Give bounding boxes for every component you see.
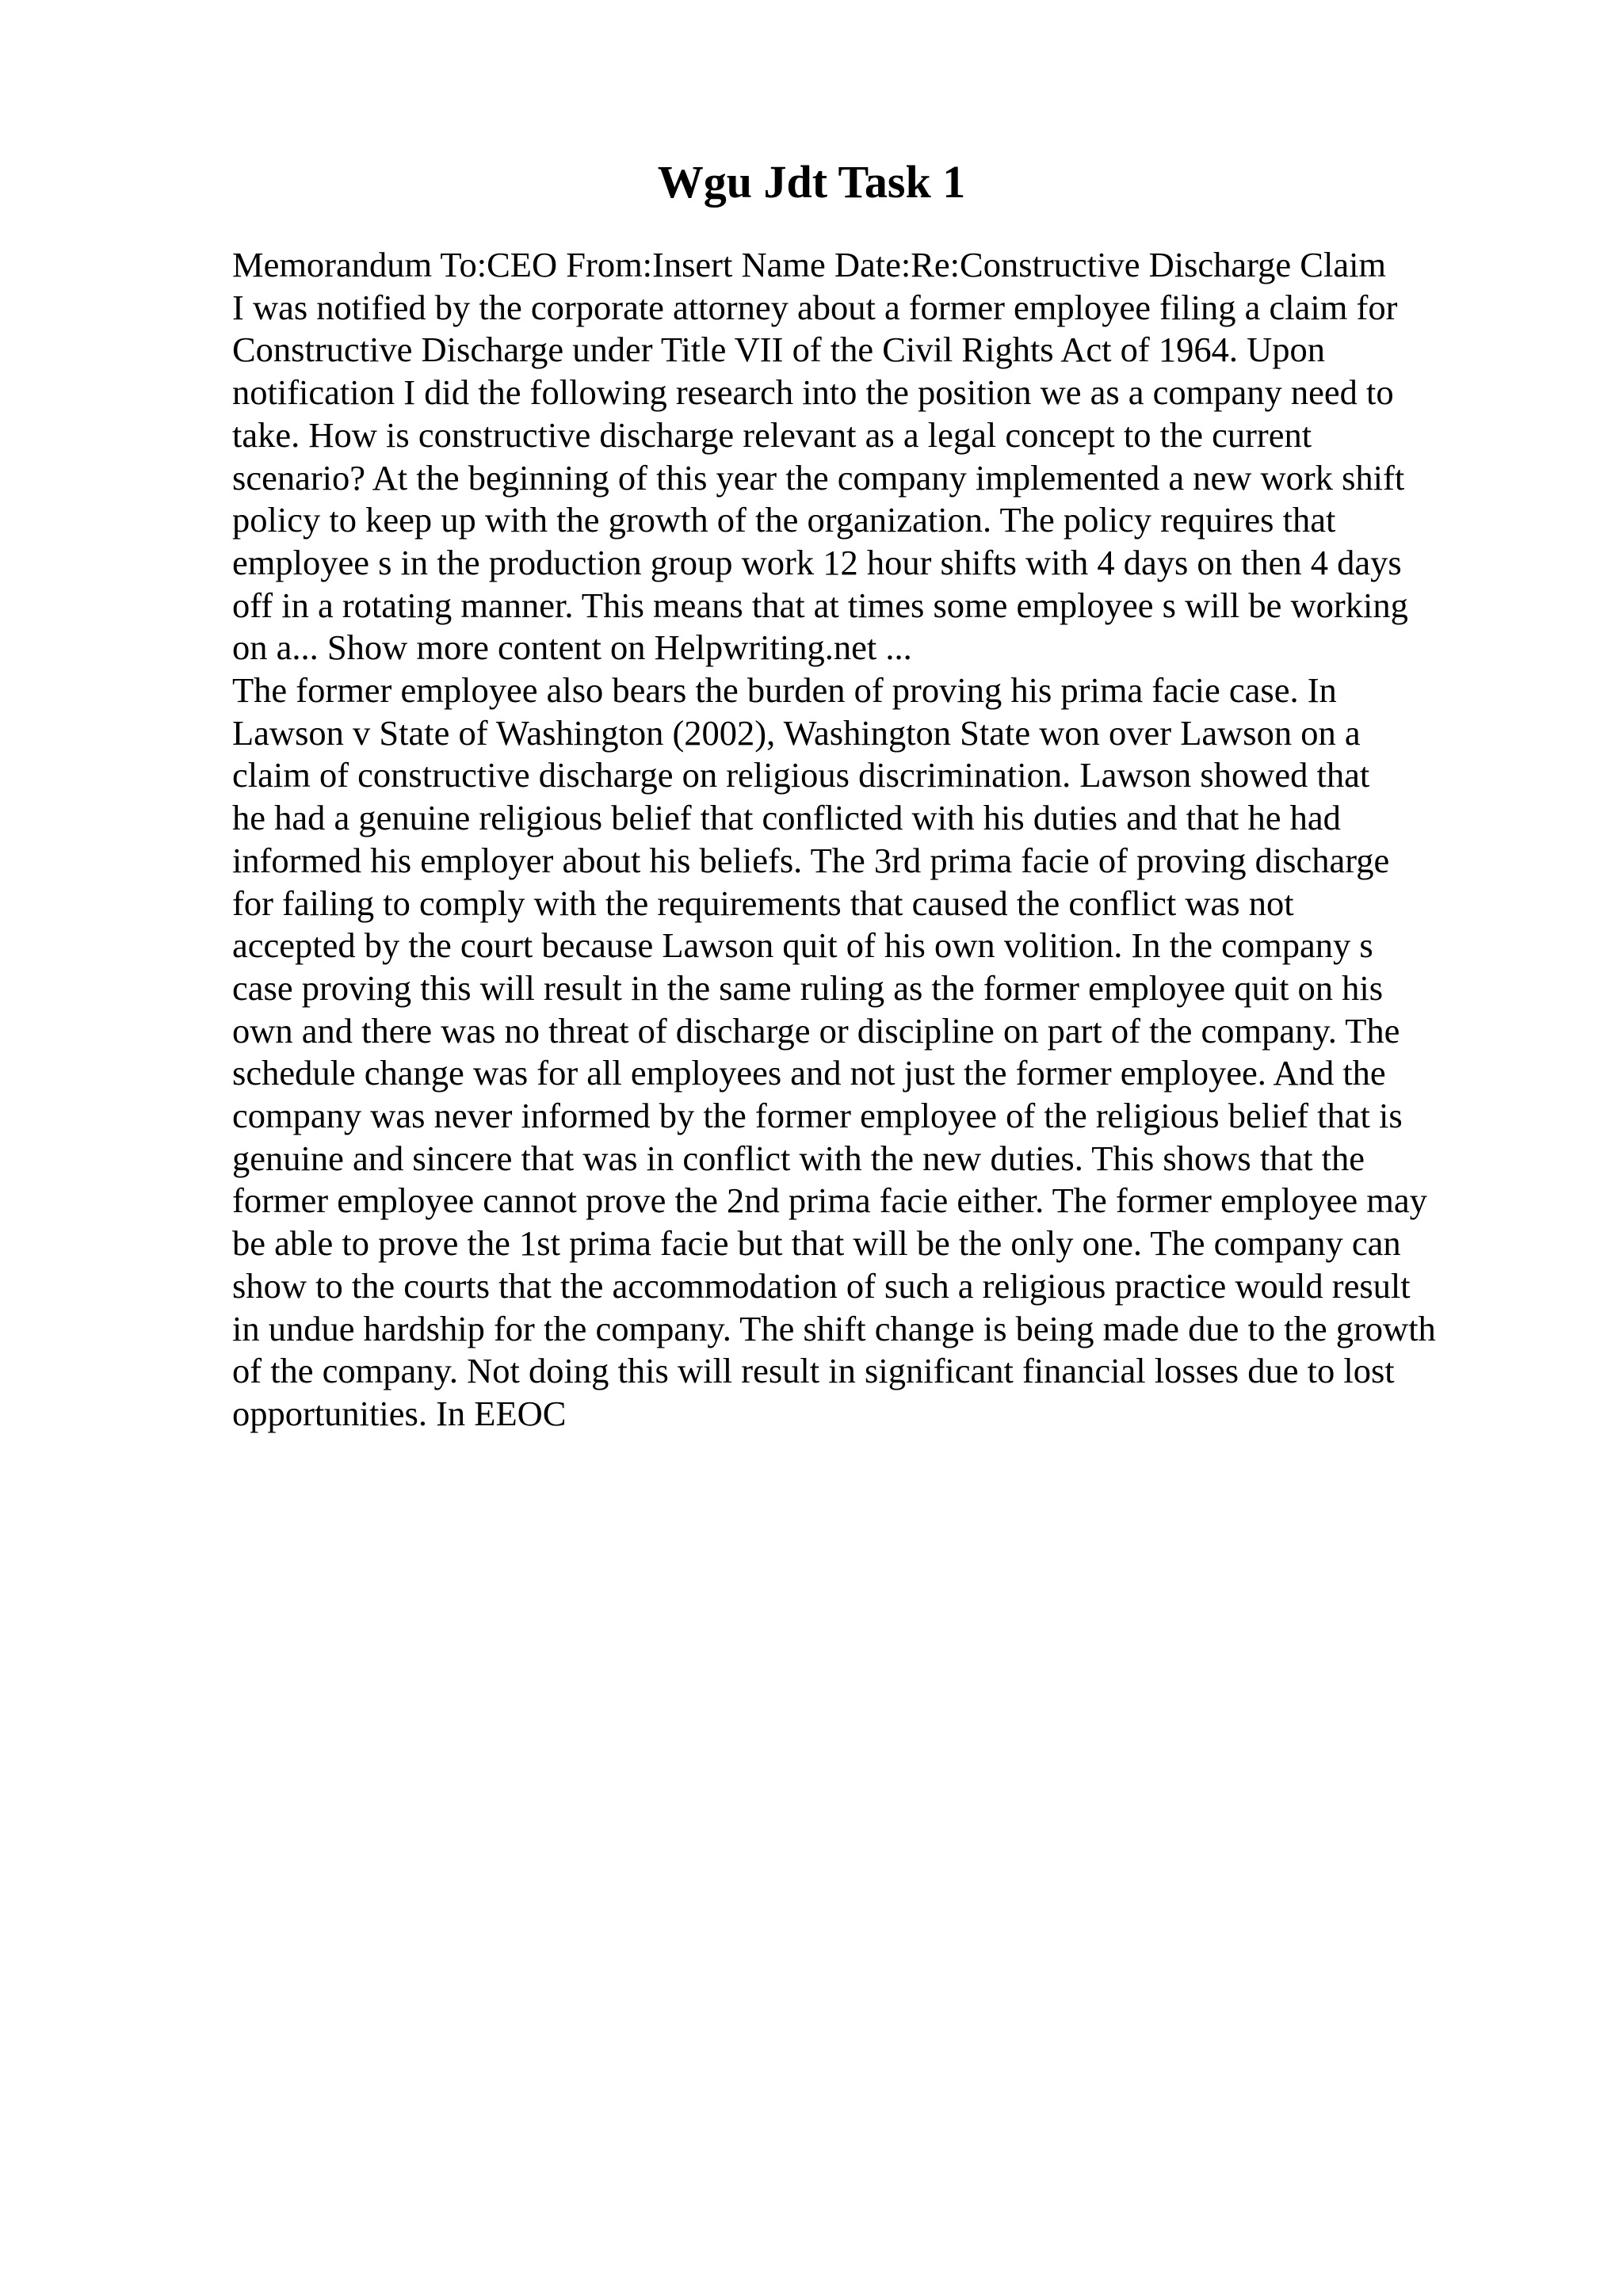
document-body (232, 244, 1516, 1436)
body-line: for failing to comply with the requirements that caused the conflict was not (232, 883, 1294, 923)
document-title: Wgu Jdt Task 1 (657, 156, 966, 208)
body-line: schedule change was for all employees and not just the former employee. And the (232, 1053, 1386, 1093)
body-line: on a... Show more content on Helpwriting.net ... (232, 627, 912, 668)
body-line: genuine and sincere that was in conflict with the new duties. This shows that the (232, 1138, 1365, 1178)
body-line: policy to keep up with the growth of the organization. The policy requires that (232, 500, 1336, 540)
body-line: Lawson v State of Washington (2002), Washington State won over Lawson on a (232, 712, 1361, 753)
body-line: claim of constructive discharge on religious discrimination. Lawson showed that (232, 755, 1370, 795)
body-line: take. How is constructive discharge relevant as a legal concept to the current (232, 414, 1312, 455)
body-line: I was notified by the corporate attorney about a former employee filing a claim for (232, 287, 1398, 327)
body-line: own and there was no threat of discharge or discipline on part of the company. The (232, 1010, 1400, 1051)
body-line: former employee cannot prove the 2nd prima facie either. The former employee may (232, 1180, 1427, 1221)
body-line: notification I did the following research into the position we as a company need to (232, 372, 1394, 413)
body-line: of the company. Not doing this will result in significant financial losses due to lost (232, 1351, 1395, 1391)
body-line: informed his employer about his beliefs. The 3rd prima facie of proving discharge (232, 840, 1390, 880)
body-line: off in a rotating manner. This means that at times some employee s will be working (232, 585, 1408, 625)
body-line: in undue hardship for the company. The shift change is being made due to the growth (232, 1308, 1436, 1348)
body-line: Constructive Discharge under Title VII of the Civil Rights Act of 1964. Upon (232, 330, 1326, 370)
body-line: opportunities. In EEOC (232, 1393, 567, 1433)
body-line: case proving this will result in the same ruling as the former employee quit on his (232, 967, 1384, 1008)
body-line: Memorandum To:CEO From:Insert Name Date:Re:Constructive Discharge Claim (232, 245, 1387, 284)
body-line: accepted by the court because Lawson quit of his own volition. In the company s (232, 925, 1373, 966)
body-line: he had a genuine religious belief that conflicted with his duties and that he had (232, 798, 1341, 838)
body-line: The former employee also bears the burden of proving his prima facie case. In (232, 670, 1337, 711)
body-line: show to the courts that the accommodation of such a religious practice would result (232, 1265, 1411, 1306)
body-line: employee s in the production group work 12 hour shifts with 4 days on then 4 days (232, 542, 1402, 582)
body-line: company was never informed by the former employee of the religious belief that is (232, 1096, 1403, 1136)
body-line: be able to prove the 1st prima facie but that will be the only one. The company can (232, 1223, 1401, 1264)
body-line: scenario? At the beginning of this year the company implemented a new work shift (232, 457, 1405, 498)
